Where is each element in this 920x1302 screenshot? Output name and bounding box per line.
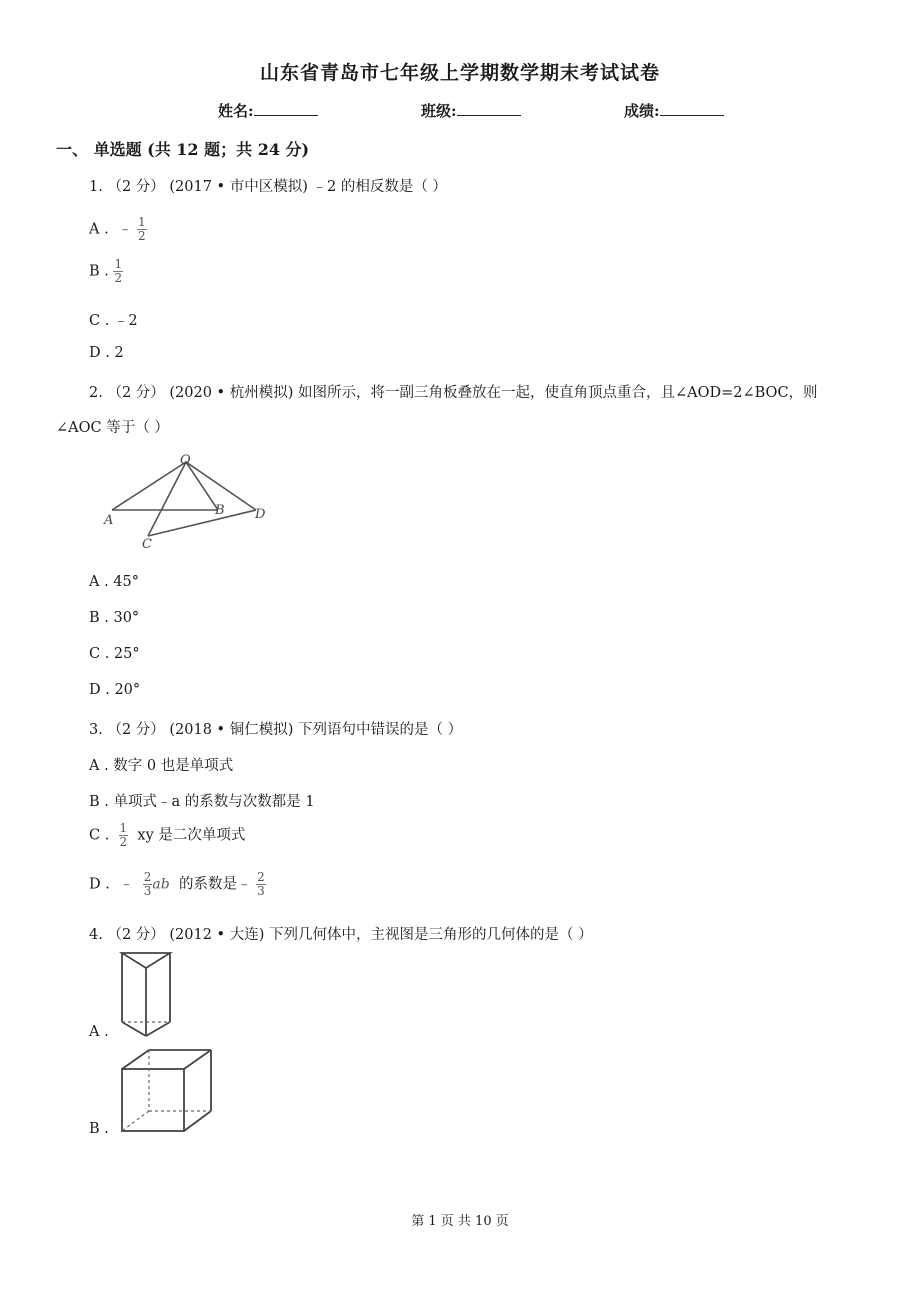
- question-2-stem-line2: ∠AOC 等于（ ）: [56, 420, 169, 436]
- triangle-obc: [148, 462, 218, 536]
- question-2-stem-line1: 2. （2 分） (2020 • 杭州模拟) 如图所示，将一副三角板叠放在一起，使直角顶点重合，且∠AOD=2∠BOC，则: [89, 385, 818, 401]
- question-3-option-d: D . ﹣ $\frac{2}{3}$ ab 的系数是﹣ $\frac{2}{3}$: [89, 870, 265, 898]
- label-b: B: [215, 503, 225, 518]
- label-d: D: [255, 507, 266, 522]
- variable-ab: ab: [152, 876, 170, 893]
- question-2-option-b: B . 30°: [89, 610, 140, 626]
- class-field: [421, 100, 521, 121]
- question-2-option-d: D . 20°: [89, 682, 141, 698]
- score-blank: [660, 101, 724, 116]
- question-1-option-d: D . 2: [89, 345, 124, 361]
- name-field: [218, 100, 318, 121]
- question-4-stem: 4. （2 分） (2012 • 大连) 下列几何体中，主视图是三角形的几何体的是（ ）: [89, 927, 593, 943]
- question-1-stem: 1. （2 分） (2017 • 市中区模拟) ﹣2 的相反数是（ ）: [89, 179, 447, 195]
- question-3-option-b: B . 单项式﹣a 的系数与次数都是 1: [89, 794, 315, 810]
- question-1-option-a: A . ﹣ $\frac{1}{2}$: [89, 215, 146, 243]
- score-label: 成绩:: [624, 102, 660, 120]
- question-3-stem: 3. （2 分） (2018 • 铜仁模拟) 下列语句中错误的是（ ）: [89, 722, 463, 738]
- triangular-prism-figure: [118, 950, 176, 1040]
- class-blank: [457, 101, 521, 116]
- cube-figure: [119, 1047, 215, 1133]
- label-c: C: [142, 537, 152, 552]
- fraction: $\frac{2}{3}$: [143, 870, 152, 898]
- class-label: 班级:: [421, 102, 457, 120]
- page-title: 山东省青岛市七年级上学期数学期末考试试卷: [259, 62, 660, 84]
- question-4-option-a: A .: [89, 1024, 109, 1040]
- fraction: $\frac{2}{3}$: [257, 870, 265, 898]
- segment-cd: [148, 510, 256, 536]
- fraction: $\frac{1}{2}$: [114, 257, 123, 285]
- section-heading: 一、 单选题 (共 12 题；共 24 分): [56, 140, 310, 159]
- question-2-option-c: C . 25°: [89, 646, 140, 662]
- name-blank: [254, 101, 318, 116]
- question-3-option-c: C . $\frac{1}{2}$ xy 是二次单项式: [89, 821, 246, 849]
- page-footer: 第 1 页 共 10 页: [411, 1214, 509, 1229]
- triangle-figure: [100, 448, 280, 553]
- name-label: 姓名:: [218, 102, 254, 120]
- label-o: O: [180, 453, 191, 468]
- score-field: [624, 100, 724, 121]
- question-2-option-a: A . 45°: [89, 574, 139, 590]
- triangle-aod: [112, 462, 256, 510]
- question-1-option-c: C . ﹣2: [89, 313, 138, 329]
- question-1-option-b: B . $\frac{1}{2}$: [89, 257, 123, 285]
- fraction: $\frac{1}{2}$: [138, 215, 146, 243]
- question-4-option-b: B .: [89, 1121, 109, 1137]
- label-a: A: [104, 513, 114, 528]
- fraction: $\frac{1}{2}$: [119, 821, 128, 849]
- question-3-option-a: A . 数字 0 也是单项式: [89, 758, 234, 774]
